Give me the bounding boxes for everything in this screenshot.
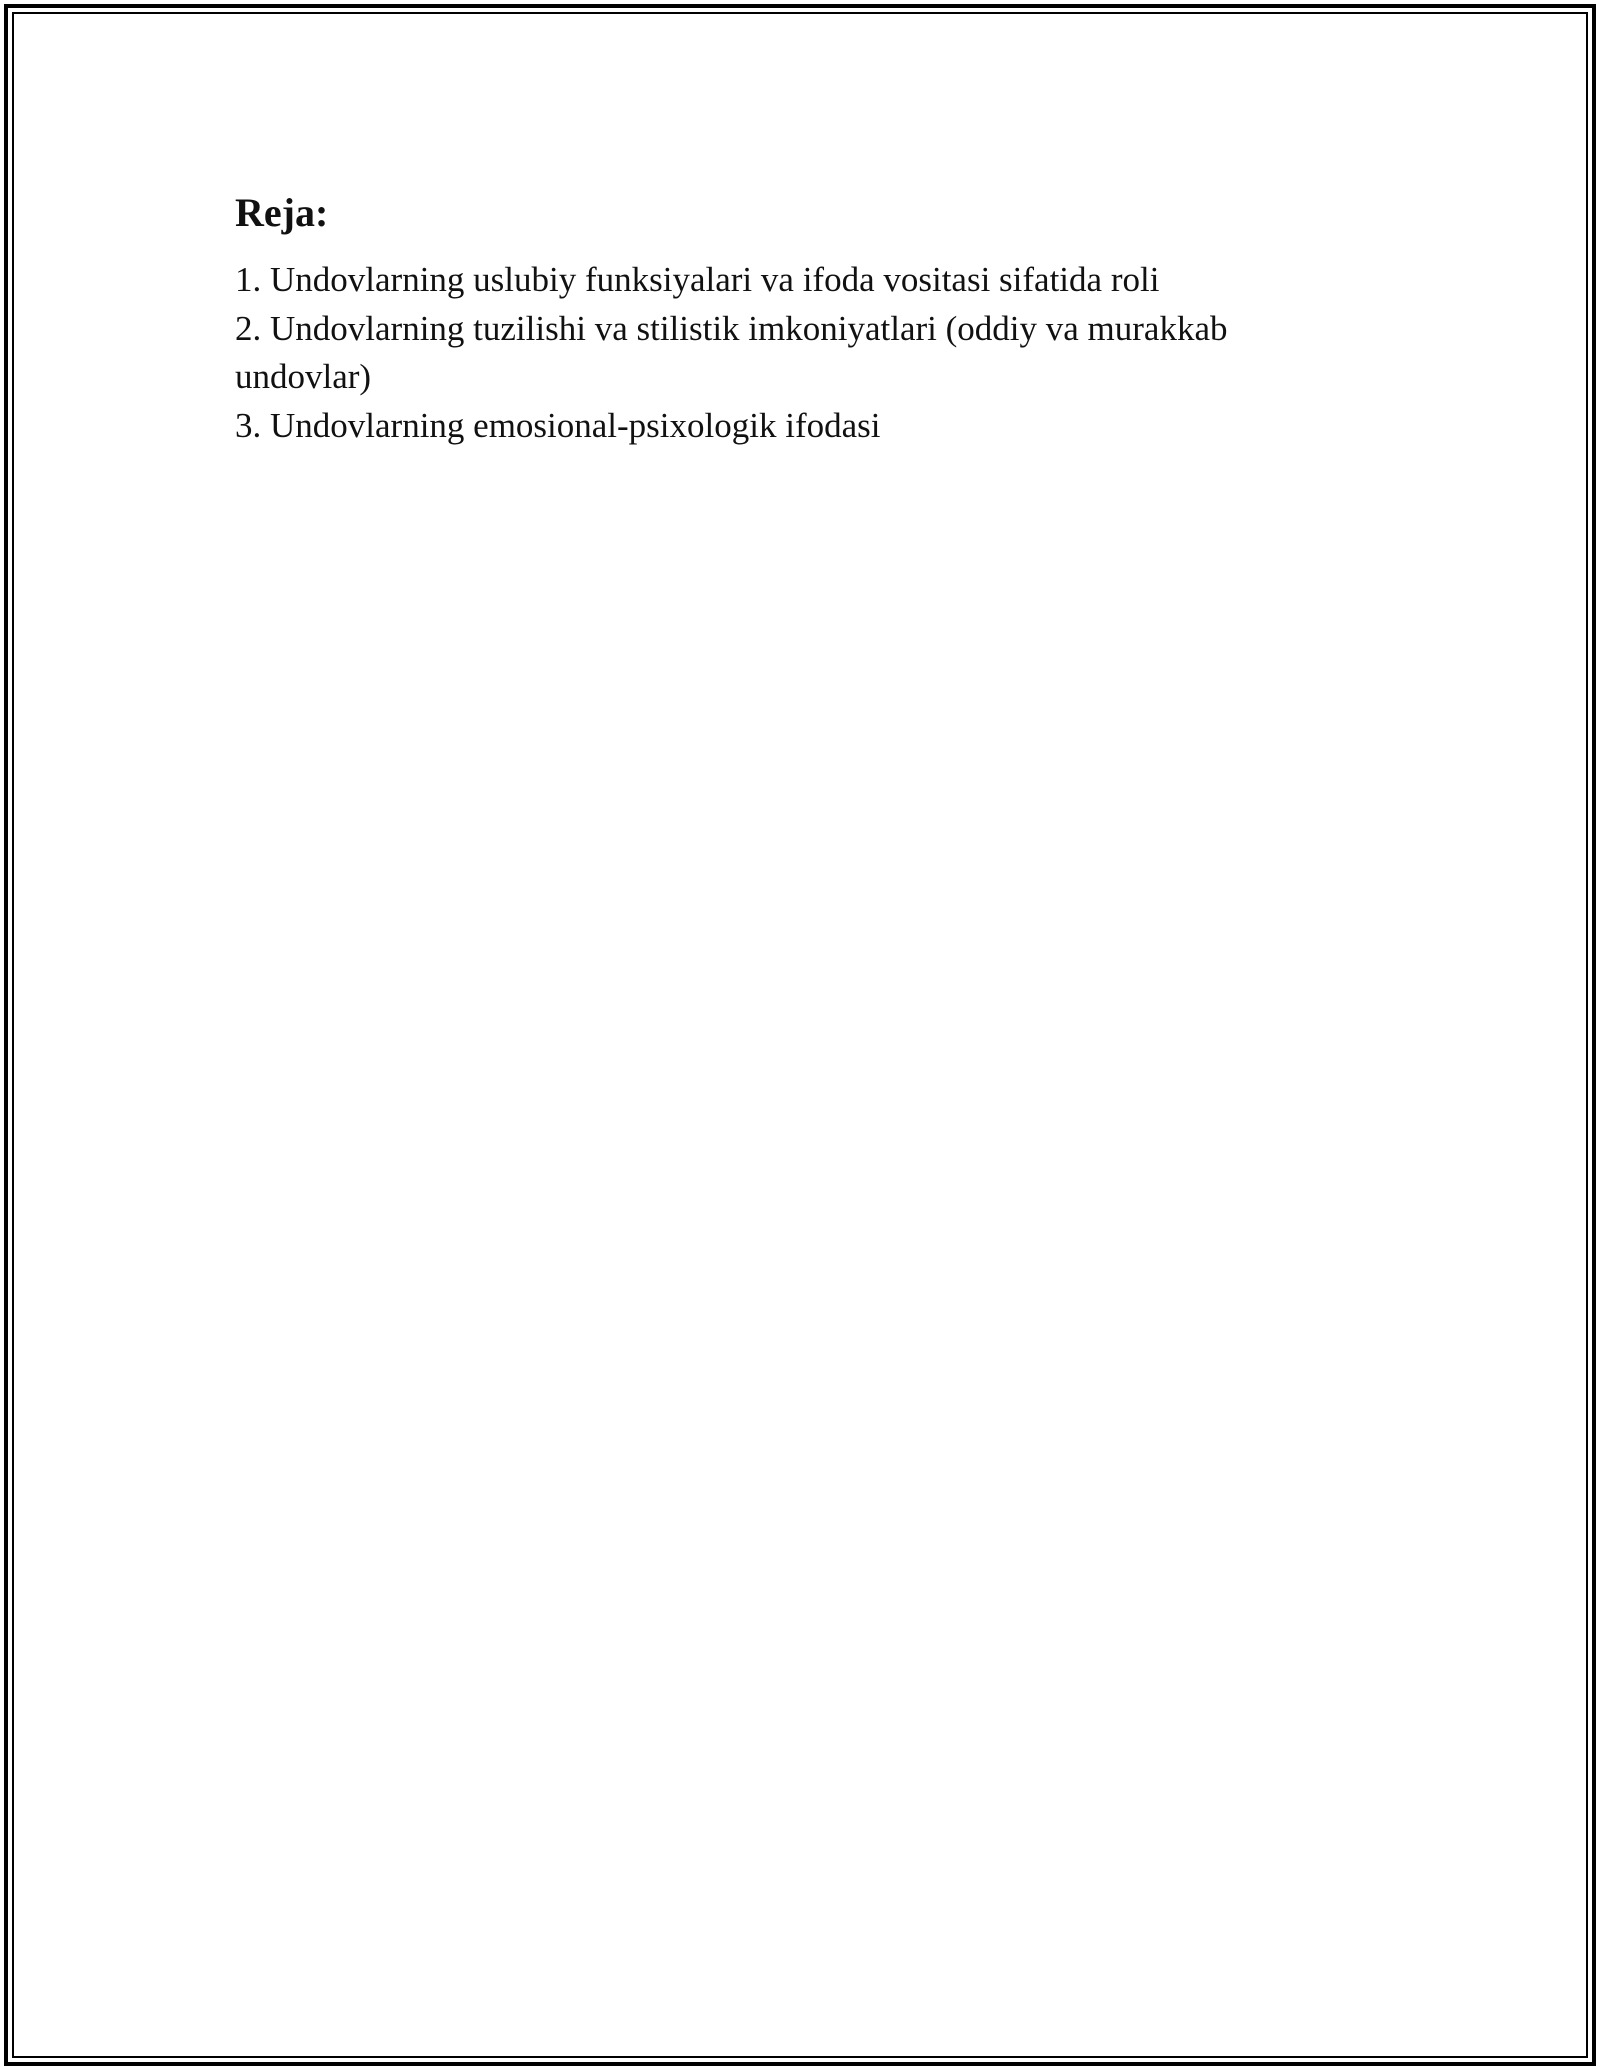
plan-item-3: 3. Undovlarning emosional-psixologik ifodasi [235, 405, 881, 445]
plan-item-1: 1. Undovlarning uslubiy funksiyalari va ifoda vositasi sifatida roli [235, 260, 1160, 299]
plan-item-2: 2. Undovlarning tuzilishi va stilistik imkoniyatlari (oddiy va murakkab undovlar) [235, 308, 1228, 396]
plan-list [235, 256, 1355, 450]
plan-heading: Reja: [235, 190, 329, 235]
page-content [235, 186, 1355, 450]
